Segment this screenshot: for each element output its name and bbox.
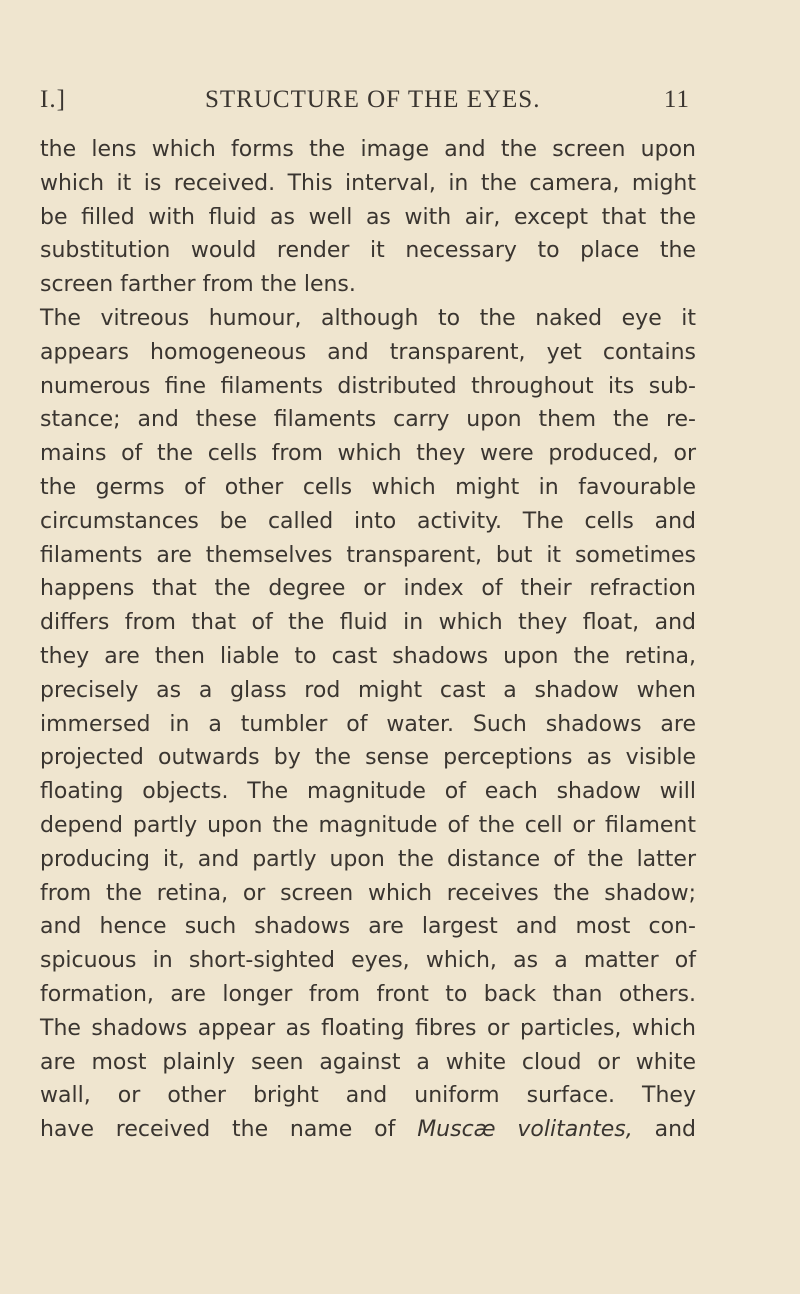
text-line: filaments are themselves transparent, but it sometimes — [40, 542, 696, 568]
text-line: from the retina, or screen which receives the shadow; — [40, 880, 696, 906]
page-number: 11 — [663, 86, 690, 113]
text-line: The shadows appear as floating fibres or particles, which — [40, 1015, 696, 1041]
text-line: projected outwards by the sense perceptions as visible — [40, 745, 696, 771]
text-line: substitution would render it necessary to place the — [40, 238, 696, 264]
text-line: screen farther from the lens. — [40, 272, 356, 298]
text-line: circumstances be called into activity. The cells and — [40, 508, 696, 534]
text-line-final — [40, 1113, 696, 1147]
chapter-number: I.] — [40, 86, 66, 113]
text-line: numerous fine filaments distributed throughout its sub- — [40, 373, 696, 399]
text-line: wall, or other bright and uniform surface. They — [40, 1083, 696, 1109]
text-line: stance; and these filaments carry upon them the re- — [40, 407, 696, 433]
text-line: and hence such shadows are largest and most con- — [40, 914, 696, 940]
text-line: formation, are longer from front to back than others. — [40, 981, 696, 1007]
text-line: the lens which forms the image and the screen upon — [40, 137, 696, 162]
text-line: depend partly upon the magnitude of the cell or filament — [40, 812, 696, 838]
text-line: appears homogeneous and transparent, yet contains — [40, 339, 696, 365]
text-line: mains of the cells from which they were produced, or — [40, 441, 696, 467]
text-line: happens that the degree or index of their refraction — [40, 576, 696, 602]
text-fragment: and — [654, 1117, 696, 1143]
text-line: differs from that of the fluid in which they float, and — [40, 610, 696, 636]
body-text — [40, 133, 696, 1147]
text-line: immersed in a tumbler of water. Such shadows are — [40, 711, 696, 737]
running-title: STRUCTURE OF THE EYES. — [205, 86, 541, 113]
text-line: The vitreous humour, although to the naked eye it — [40, 305, 696, 331]
italic-term: Muscæ volitantes, — [417, 1117, 633, 1143]
text-line: which it is received. This interval, in the camera, might — [40, 170, 696, 196]
text-line: the germs of other cells which might in favourable — [40, 474, 696, 500]
running-head — [40, 86, 690, 116]
text-line: floating objects. The magnitude of each shadow will — [40, 779, 696, 805]
text-line: producing it, and partly upon the distance of the latter — [40, 846, 696, 872]
text-line: precisely as a glass rod might cast a shadow when — [40, 677, 696, 703]
text-fragment: have received the name of — [40, 1117, 396, 1143]
text-line: they are then liable to cast shadows upon the retina, — [40, 643, 696, 669]
text-line: are most plainly seen against a white cloud or white — [40, 1049, 696, 1075]
text-line: be filled with fluid as well as with air, except that the — [40, 204, 696, 230]
text-line: spicuous in short-sighted eyes, which, as a matter of — [40, 948, 696, 974]
